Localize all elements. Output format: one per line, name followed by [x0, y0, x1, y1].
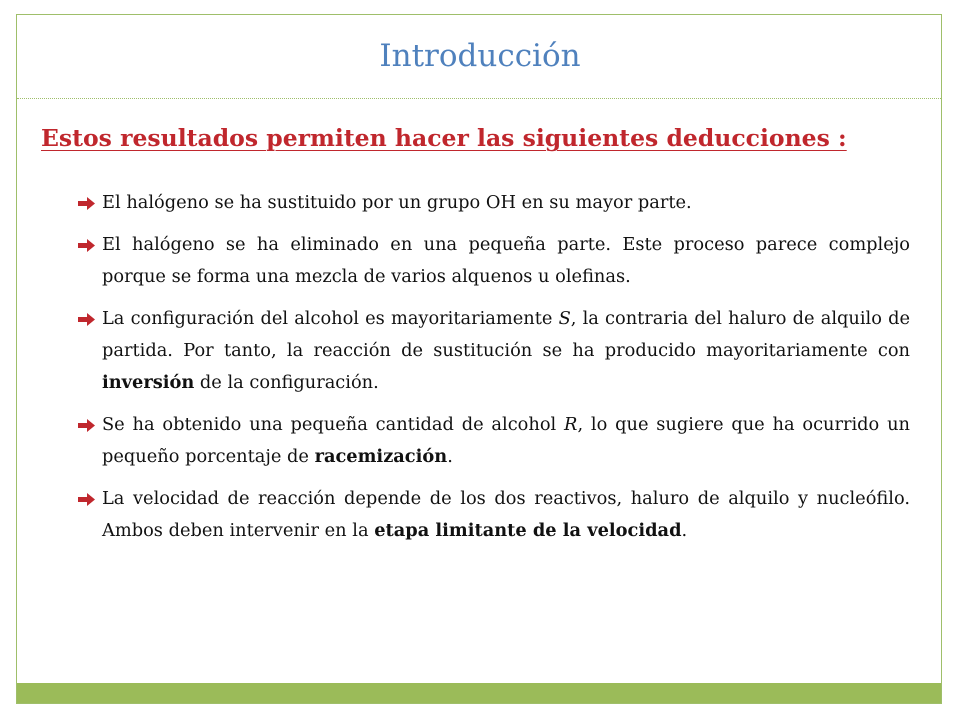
italic-text: S — [558, 308, 571, 329]
arrow-right-icon — [78, 493, 95, 506]
text-run: de la configuración. — [194, 372, 379, 393]
text-run: . — [447, 446, 453, 467]
text-run: La velocidad de reacción depende de los dos reactivos, haluro de alquilo y nucleófilo. Ambos deben intervenir en la — [102, 488, 910, 541]
arrow-right-icon — [78, 313, 95, 326]
arrow-right-icon — [78, 419, 95, 432]
text-run: , lo que sugiere que ha ocurrido un pequeño porcentaje de — [102, 414, 910, 467]
bullet-item — [78, 409, 910, 473]
footer-accent-bar — [17, 683, 941, 703]
text-run: La configuración del alcohol es mayoritariamente — [102, 308, 559, 329]
slide-title: Introducción — [379, 38, 581, 74]
bullet-text — [102, 192, 692, 213]
bullet-item — [78, 303, 910, 399]
bullet-text — [102, 414, 910, 467]
emphasis-text: etapa limitante de la velocidad — [374, 520, 682, 541]
text-run: . — [681, 520, 688, 541]
emphasis-text: racemización — [314, 446, 448, 467]
text-run: Se ha obtenido una pequeña cantidad de alcohol — [102, 414, 565, 435]
text-run: El halógeno se ha eliminado en una pequeña parte. Este proceso parece complejo porque se forma una mezcla de varios alquenos u olefinas. — [102, 234, 910, 287]
italic-text: R — [564, 414, 578, 435]
bullet-item — [78, 229, 910, 293]
bullet-item — [78, 483, 910, 547]
text-run: El halógeno se ha sustituido por un grupo OH en su mayor parte. — [102, 192, 692, 213]
arrow-right-icon — [78, 197, 95, 210]
arrow-right-icon — [78, 239, 95, 252]
text-run: , la contraria del haluro de alquilo de partida. Por tanto, la reacción de sustitución se ha producido mayoritariamente con — [102, 308, 910, 361]
section-heading: Estos resultados permiten hacer las siguientes deducciones : — [41, 124, 847, 152]
bullet-item — [78, 187, 910, 219]
bullet-list — [78, 187, 910, 557]
bullet-text — [102, 308, 910, 393]
bullet-text — [102, 234, 910, 287]
bullet-text — [102, 488, 910, 541]
emphasis-text: inversión — [102, 372, 195, 393]
title-divider — [17, 98, 941, 99]
